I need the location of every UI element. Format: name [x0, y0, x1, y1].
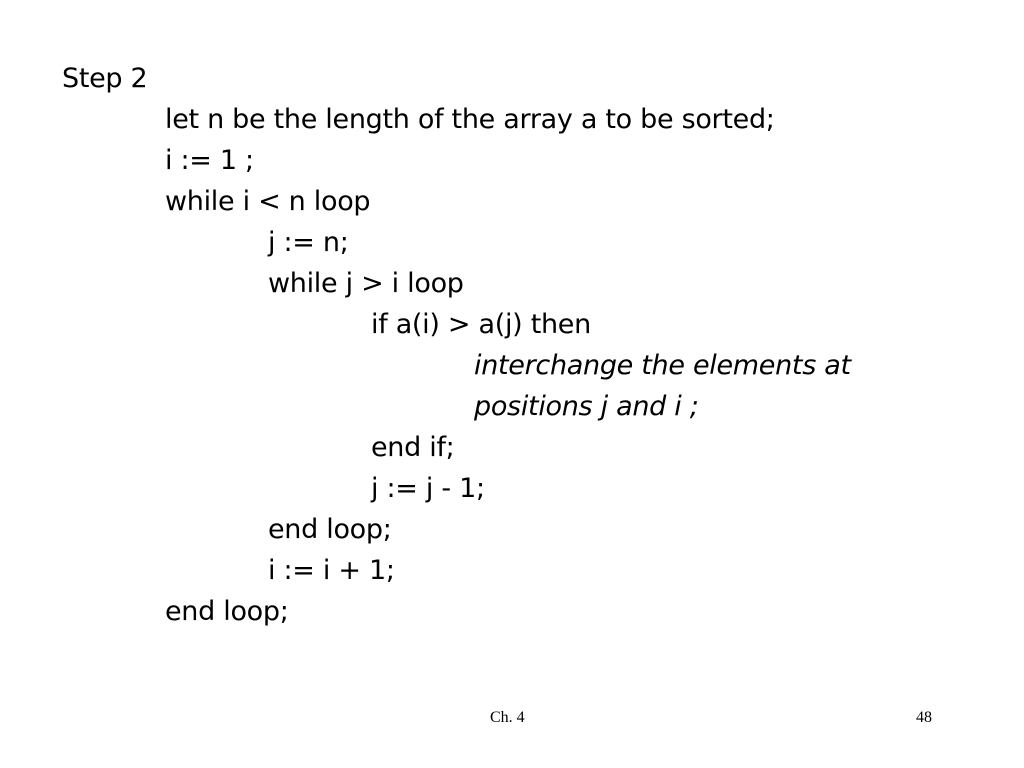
code-line: while i < n loop [165, 186, 371, 217]
page-number: 48 [916, 709, 932, 726]
code-line: i := i + 1; [268, 555, 395, 586]
code-line: let n be the length of the array a to be sorted; [165, 104, 775, 135]
code-line: positions j and i ; [474, 391, 699, 422]
chapter-label: Ch. 4 [490, 709, 525, 726]
code-line: Step 2 [62, 63, 148, 94]
code-line: j := n; [268, 227, 349, 258]
code-line: if a(i) > a(j) then [371, 309, 591, 340]
code-line: while j > i loop [268, 268, 464, 299]
code-line: end loop; [268, 514, 392, 545]
code-line: i := 1 ; [165, 145, 254, 176]
code-line: j := j - 1; [371, 473, 485, 504]
code-line: interchange the elements at [474, 350, 851, 381]
code-line: end loop; [165, 596, 289, 627]
code-line: end if; [371, 432, 455, 463]
